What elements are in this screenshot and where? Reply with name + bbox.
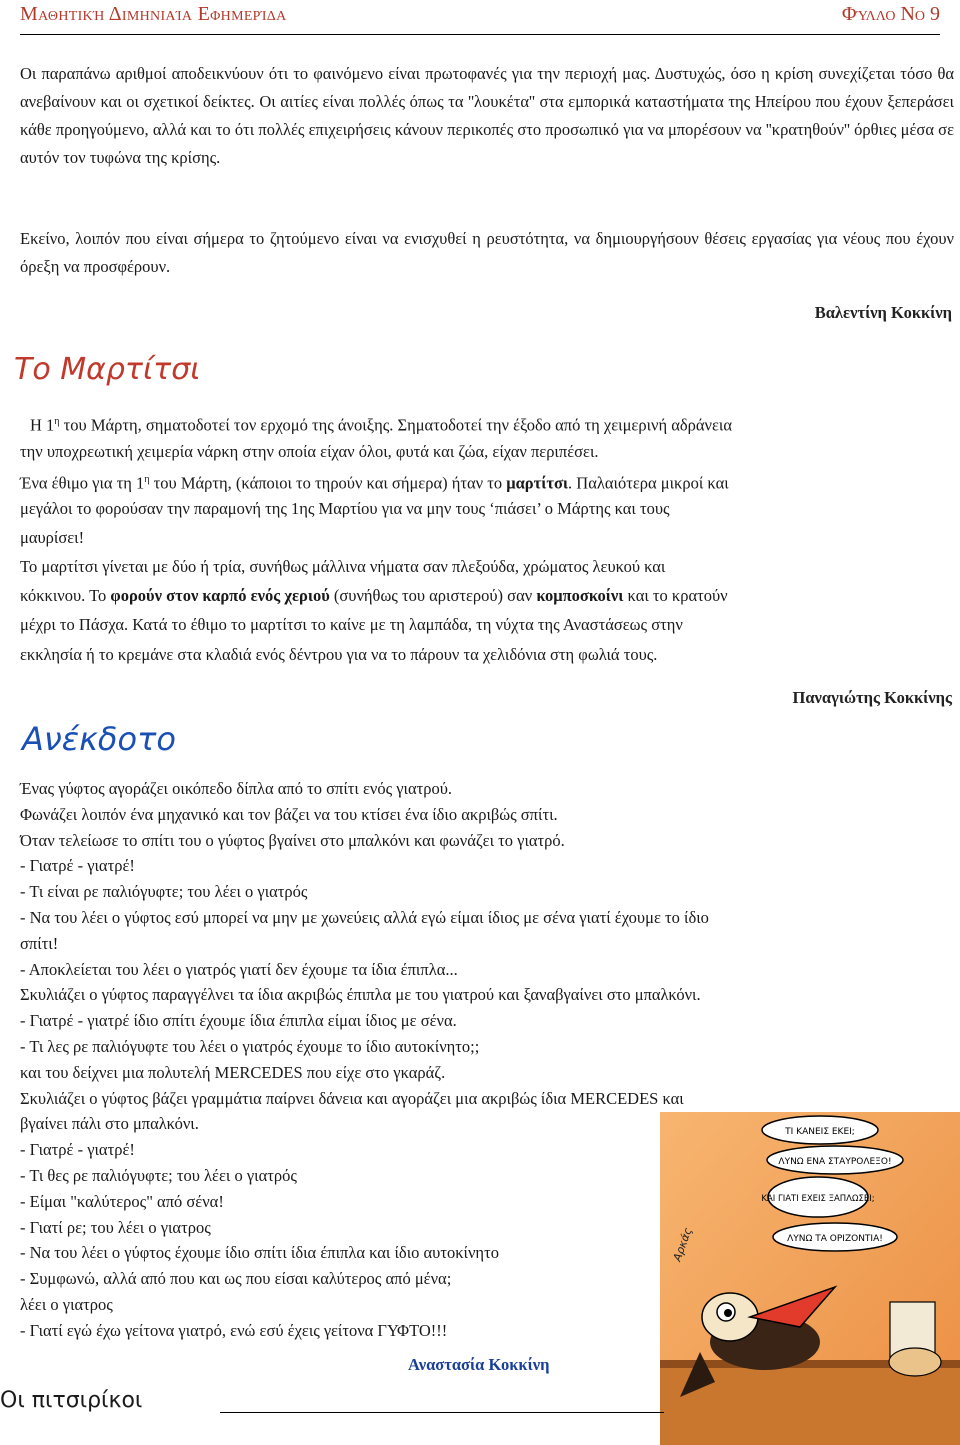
anekdoto-line: - Τι λες ρε παλιόγυφτε του λέει ο γιατρός έχουμε το ίδιο αυτοκίνητο;; [20, 1037, 480, 1056]
page-header [20, 0, 940, 35]
anekdoto-line: σπίτι! [20, 933, 59, 953]
martitsi-line-4: μεγάλοι το φορούσαν την παραμονή της 1ης Μαρτίου για να μην τους ‘πιάσει’ ο Μάρτης και τους [20, 499, 670, 518]
martitsi-line-6: Το μαρτίτσι γίνεται με δύο ή τρία, συνήθως μάλλινα νήματα σαν πλεξούδα, χρώματος λευκού και [20, 557, 666, 576]
bubble-4-text: ΛΥΝΩ ΤΑ ΟΡΙΖΟΝΤΙΑ! [787, 1234, 883, 1244]
martitsi-title: Το Μαρτίτσι [14, 352, 201, 387]
anekdoto-line: - Γιατρέ - γιατρέ ίδιο σπίτι έχουμε ίδια έπιπλα είμαι ίδιος με σένα. [20, 1011, 457, 1031]
anekdoto-line: - Να του λέει ο γύφτος έχουμε ίδιο σπίτι ίδια έπιπλα και ίδιο αυτοκίνητο [20, 1243, 499, 1263]
martitsi-line-8: μέχρι το Πάσχα. Κατά το έθιμο το μαρτίτσι το καίνε με τη λαμπάδα, τη νύχτα της Αναστάσεως στην [20, 615, 683, 634]
author-panagiotis: Παναγιώτης Κοκκίνης [792, 688, 952, 707]
anekdoto-line: - Γιατί εγώ έχω γείτονα γιατρό, ενώ εσύ έχεις γείτονα ΓΥΦΤΟ!!! [20, 1320, 448, 1340]
bubble-2-text: ΛΥΝΩ ΕΝΑ ΣΤΑΥΡΟΛΕΞΟ! [778, 1157, 892, 1167]
anekdoto-line: Ένας γύφτος αγοράζει οικόπεδο δίπλα από το σπίτι ενός γιατρού. [20, 779, 453, 798]
bubble-3-text: ΚΑΙ ΓΙΑΤΙ ΕΧΕΙΣ ΞΑΠΛΩΣΕΙ; [761, 1194, 875, 1204]
anekdoto-line: βγαίνει πάλι στο μπαλκόνι. [20, 1114, 199, 1134]
martitsi-line-9: εκκλησία ή το κρεμάνε στα κλαδιά ενός δέντρου για να το πάρουν τα χελιδόνια στη φωλιά τους. [20, 645, 658, 664]
anekdoto-line: λέει ο γιατρος [20, 1295, 113, 1314]
anekdoto-line: - Γιατρέ - γιατρέ! [20, 1140, 135, 1160]
anekdoto-line: - Γιατρέ - γιατρέ! [20, 856, 135, 876]
anekdoto-line: - Τι είναι ρε παλιόγυφτε; του λέει ο γιατρός [20, 882, 308, 902]
newspaper-title: Μαθητική Διμηνιαία Εφημερίδα [20, 3, 287, 25]
anekdoto-line: Όταν τελείωσε το σπίτι του ο γύφτος βγαίνει στο μπαλκόνι και φωνάζει το γιατρό. [20, 830, 565, 850]
bubble-1-text: ΤΙ ΚΑΝΕΙΣ ΕΚΕΙ; [785, 1127, 855, 1137]
anekdoto-line: - Τι θες ρε παλιόγυφτε; του λέει ο γιατρός [20, 1166, 297, 1185]
martitsi-line-7: κόκκινου. Το φορούν στον καρπό ενός χεριού (συνήθως του αριστερού) σαν κομποσκοίνι και το κρατούν [20, 586, 728, 605]
crow-cartoon-image [660, 1112, 960, 1445]
anekdoto-line: Φωνάζει λοιπόν ένα μηχανικό και τον βάζει να του κτίσει ένα ίδιο ακριβώς σπίτι. [20, 804, 558, 824]
anekdoto-line: Σκυλιάζει ο γύφτος παραγγέλνει τα ίδια ακριβώς έπιπλα με του γιατρού και ξαναβγαίνει στο μπαλκόνι. [20, 985, 701, 1005]
artist-signature: Αρκάς [670, 1225, 695, 1264]
footer-title: Οι πιτσιρίκοι [0, 1388, 143, 1413]
anekdoto-line: - Να του λέει ο γύφτος εσύ μπορεί να μην με χωνεύεις αλλά εγώ είμαι ίδιος με σένα γιατί έχουμε το ίδιο [20, 908, 709, 927]
martitsi-line-2: την υποχρεωτική χειμερία νάρκη στην οποία είχαν όλοι, φυτά και ζώα, είχαν περιπέσει. [20, 442, 599, 461]
author-valentini: Βαλεντίνη Κοκκίνη [814, 303, 952, 322]
footer-divider [220, 1412, 664, 1413]
intro-paragraph-1: Οι παραπάνω αριθμοί αποδεικνύουν ότι το φαινόμενο είναι πρωτοφανές για την περιοχή μας. Δυστυχώς, όσο η κρίση συνεχίζεται τόσο θα ανεβαίνουν και οι σχετικοί δείκτες. Οι αιτίες είναι πολλές όπως τα ''λουκέτα'' στα εμπορικά καταστήματα της Ηπείρου που έχουν ξεπεράσει κάθε προηγούμενο, αλλά και το ότι πολλές επιχειρήσεις κάνουν περικοπές στο προσωπικό για να μπορέσουν να ''κρατηθούν'' όρθιες μέσα σε αυτόν τον τυφώνα της κρίσης. [20, 64, 954, 167]
anekdoto-title: Ανέκδοτο [22, 720, 176, 758]
intro-paragraph-2: Εκείνο, λοιπόν που είναι σήμερα το ζητούμενο είναι να ενισχυθεί η ρευστότητα, να δημιουργήσουν θέσεις εργασίας για νέους που έχουν όρεξη να προσφέρουν. [20, 229, 954, 276]
issue-number: Φύλλο Νο 9 [841, 3, 940, 25]
anekdoto-line: - Είμαι "καλύτερος" από σένα! [20, 1191, 224, 1211]
author-anastasia: Αναστασία Κοκκίνη [408, 1355, 550, 1374]
martitsi-line-3: Ένα έθιμο για τη $1^\eta$ του Μάρτη, (κάποιοι το τηρούν και σήμερα) ήταν το μαρτίτσι. Παλαιότερα μικροί και [20, 473, 729, 493]
hand-with-paper [889, 1302, 941, 1376]
anekdoto-line: και του δείχνει μια πολυτελή MERCEDES που είχε στο γκαράζ. [20, 1062, 446, 1082]
martitsi-line-1: Η $1^\eta$ του Μάρτη, σηματοδοτεί τον ερχομό της άνοιξης. Σηματοδοτεί την έξοδο από τη χειμερινή αδράνεια [30, 415, 733, 435]
anekdoto-line: - Συμφωνώ, αλλά από που και ως που είσαι καλύτερος από μένα; [20, 1269, 452, 1289]
martitsi-line-5: μαυρίσει! [20, 528, 85, 547]
anekdoto-line: Σκυλιάζει ο γύφτος βάζει γραμμάτια παίρνει δάνεια και αγοράζει μια ακριβώς ίδια MERCEDES και [20, 1088, 684, 1108]
anekdoto-line: - Γιατί ρε; του λέει ο γιατρος [20, 1217, 211, 1237]
anekdoto-line: - Αποκλείεται του λέει ο γιατρός γιατί δεν έχουμε τα ίδια έπιπλα... [20, 959, 458, 979]
